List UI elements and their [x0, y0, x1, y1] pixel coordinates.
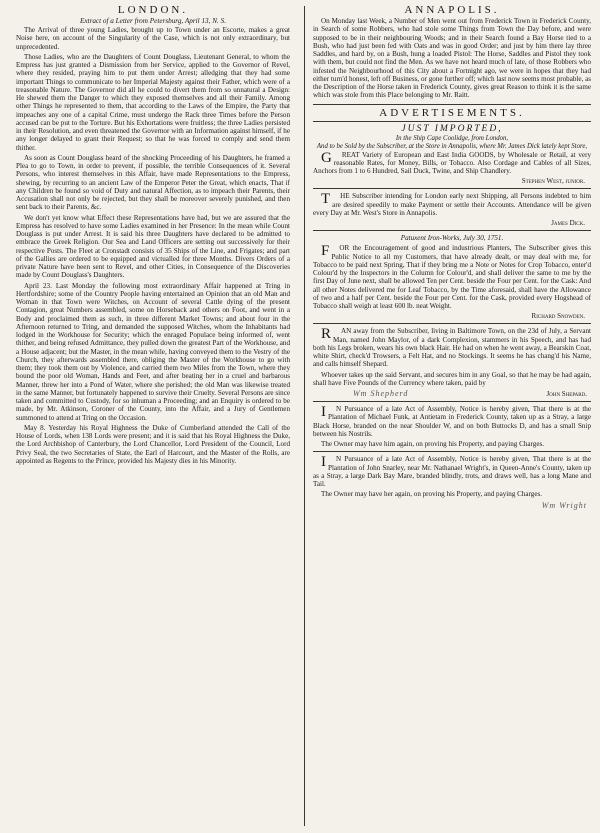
ad-body: Whoever takes up the said Servant, and secures him in any Goal, so that he may be had again, shall have Five Pounds of the Currency where taken, paid by: [313, 370, 591, 387]
ad-body: IN Pursuance of a late Act of Assembly, Notice is hereby given, That there is at the Plantation of Michael Funk, at Antietam in Frederick County, taken up as a Stray, a large Black Horse, branded on the near Shoulder W, and on both Buttocks D, and has a small Snip between his Nostrils.: [313, 404, 591, 438]
news-paragraph: As soon as Count Douglass heard of the shocking Proceeding of his Daughters, he framed a Plea to go to Town, in order to prevent, if possible, the terrible Consequences of it. Several Persons, who interest themselves in this Affair, have made Representations to the Empress, shewing, by recurring to an ancient Law of the Emperor Peter the Great, which enacts, That if any Children be found so void of Duty and natural Affection, as to impeach their Parents, their Accusation shall not only be rejected, but they shall be moreover severely punished, and then sent back to their Parents, &c.: [16, 153, 290, 212]
advertisements-heading: ADVERTISEMENTS.: [313, 104, 591, 122]
ad-subtitle: And to be Sold by the Subscriber, at the Store in Annapolis, where Mr. James Dick lately kept Store,: [316, 142, 588, 150]
ad-body: IN Pursuance of a late Act of Assembly, Notice is hereby given, That there is at the Plantation of John Snarley, near Mr. Nathanael Wright's, in Queen-Anne's County, taken up as a Stray, a large Dark Bay Mare, branded blindly, trots, and draws well, has a long Mane and Tail.: [313, 454, 591, 488]
ad-signature: Richard Snowden.: [531, 312, 585, 321]
ad-subtitle: In the Ship Cape Coolidge, from London,: [395, 134, 509, 142]
annapolis-news: On Monday last Week, a Number of Men went out from Frederick Town in Frederick County, in Search of some Robbers, who had stole some Things from Town the Day before, and were supposed to be in their neighbouring Woods; and in their Search found a Bay Horse tied to a Bush, who had just been fed with Oats and was in good Order; and just by him there lay three Saddles, and hard by, on a Bush, hung a loaded Pistol: The Horse, Saddles and Pistol they took with them, but could not find the Men. As we have not heard much of late, of those Robbers who infested the Neighbourhood of this City about a Fortnight ago, we were in hopes that they had either turn'd honest, left off Business, or gone further off; which last now seems most probable, as the Description of the Horse taken in Frederick County, gives great Reason to think it is the same which was stole from this Place belonging to Mr. Raitt.: [313, 17, 591, 100]
ad-separator: [313, 401, 591, 402]
left-column: [16, 2, 290, 467]
handwritten-signature: Wm Wright: [541, 500, 587, 510]
ad-signature: Stephen West, junior.: [521, 177, 585, 186]
ad-body: THE Subscriber intending for London early next Shipping, all Persons indebted to him are desired speedily to make Payment or settle their Accounts. Attendance will be given every Day at Mr. West's Store in Annapolis.: [313, 191, 591, 217]
ad-london-shipping: [313, 192, 591, 227]
news-paragraph: May 8. Yesterday his Royal Highness the Duke of Cumberland attended the Call of the House of Lords, when 138 Lords were present; and it is said that his Royal Highness the Duke, the Lord Archbishop of Canterbury, the Lord Chancellor, Lord President of the Council, Lord Privy Seal, the two Secretaries of State, the Earl of Harcourt, and the Master of the Rolls, are appointed as Regents to the Prince, provided his Majesty dies in his Minority.: [16, 423, 290, 465]
ad-stray-mare: [313, 455, 591, 509]
ad-stray-horse: [313, 405, 591, 448]
ad-heading: Patuxent Iron-Works, July 30, 1751.: [400, 234, 504, 242]
ad-body: The Owner may have her again, on proving his Property, and paying Charges.: [321, 490, 543, 499]
ad-body: The Owner may have him again, on proving his Property, and paying Charges.: [321, 440, 545, 448]
news-paragraph: April 23. Last Monday the following most extraordinary Affair happened at Tring in Hertfordshire; some of the Country People having entertained an Opinion that an old Man and Woman in that Town were Witches, on Account of several Cattle dying of the present Contagion, great Numbers assembled, some on Horseback and others on Foot, and went in a Body and proclaimed them as such, in three different Market Towns; and about four in the Afternoon returned to Tring, and demanded the supposed Witches, whom the Inhabitants had lodged in the Workhouse for Security; which the enraged Populace being informed of, went thither, and being refused Admittance, they pulled down the greatest Part of the Workhouse, and a House adjacent; but the Master, in the mean while, having conveyed them to the Vestry of the Church, they afterwards assembled there, obliging the Master of the Workhouse to go with them; they took them out by Violence, and carried them two Miles from the Town, where they bound the poor old Woman, Hands and Feet, and after beating her in a cruel and barbarous Manner, threw her into a Pond of Water, where she perished; the old Man was likewise treated in the same Manner, but fortunately happened to survive their Cruelty. Several Persons are since taken and committed to Custody, for so inhuman a Proceeding; and an Enquiry is ordered to be made, by Mr. Atkinson, Coroner of the County, into the Affair, and a Jury of Gentlemen summoned to attend at Tring on the Occasion.: [16, 281, 290, 422]
right-column: [313, 2, 591, 513]
london-heading: LONDON.: [117, 4, 189, 16]
ad-runaway: [313, 327, 591, 398]
annapolis-heading: ANNAPOLIS.: [404, 4, 500, 16]
ad-separator: [313, 451, 591, 452]
newspaper-page: [6, 2, 594, 830]
ad-separator: [313, 188, 591, 189]
ad-signature: James Dick.: [551, 219, 585, 227]
handwritten-signature: Wm Shepherd: [353, 389, 409, 398]
ad-signature: John Shepard.: [546, 390, 587, 398]
ad-body: RAN away from the Subscriber, living in Baltimore Town, on the 23d of July, a Servant Man, named John Maylor, of a dark Complexion, stammers in his Speech, and has had both his Legs broken, wears his own black Hair. He had on when he went away, a Bearskin Coat, white Shirt, check'd Trowsers, a Felt Hat, and no Stockings. It seems he has chang'd his Name, and calls himself Shepard.: [313, 326, 591, 369]
column-rule: [304, 6, 305, 826]
ad-title: JUST IMPORTED,: [401, 123, 503, 134]
ad-iron-works: [313, 234, 591, 320]
news-paragraph: The Arrival of three young Ladies, brought up to Town under an Escorte, makes a great Noise here, on account of the Singularity of the Case, which is not only extraordinary, but unprecedented.: [16, 26, 290, 51]
ad-body: GREAT Variety of European and East India GOODS, by Wholesale or Retail, at very reasonable Rates, for Money, Bills, or Tobacco. Also Cordage and Cables of all Sizes, Anchors from 1 to 6 Hundred, Sail Duck, Twine, and Ship Chandlery.: [313, 149, 591, 175]
ad-separator: [313, 323, 591, 324]
ad-body: FOR the Encouragement of good and industrious Planters, The Subscriber gives this Public Notice to all my Customers, that have already dealt, or may deal with me, for Tobacco to be paid next Spring, That if they bring me a Note or Notes for Crop Tobacco, enter'd Colour'd by the Inspectors in the Column for Colour'd, and shall deliver the same to me by the first Day of June next, shall be allowed Ten per Cent. beside the Four per Cent. for the Cask: And all other Notes delivered me for Leaf Tobacco, by the Time aforesaid, shall have the Allowance of two and a half per Cent. beside the Four per Cent. for the Cask, provided every Hogshead of Tobacco shall weigh at least 600 lb. neat Weight.: [313, 243, 591, 310]
petersburg-dateline: Extract of a Letter from Petersburg, April 13, N. S.: [79, 17, 227, 25]
news-paragraph: We don't yet know what Effect these Representations have had, but we are assured that the Empress has resolved to have some Ladies examined in her Presence: In the mean while Count Douglass is put under Arrest. It is said his three Daughters have declared to be admitted to embrace the Greek Religion. Our Sea and Land Officers are setting out successively for their respective Posts. The Fleet at Cronstadt consists of 35 Ships of the Line, and Frigates; and part of the Gallies are ordered to be equipped and victualled for three Months. Divers Orders of a private Nature have been sent to Revel, and other Cities, in Consequence of the Discoveries made by Count Douglass's Daughters.: [16, 213, 290, 280]
ad-separator: [313, 230, 591, 231]
news-paragraph: Those Ladies, who are the Daughters of Count Douglass, Lieutenant General, to whom the Empress has just granted a Dismission from her Service, applied to the Governor of Revel, where they resided, praying him to put them under Arrest; alledging that they had some important Things to communicate to her Imperial Majesty against their Father, which were of a treasonable Nature. The Governor did all he could to divert them from so unnatural a Design: He shewed them the Danger to which they exposed themselves and all their Family. Among other Things he represented to them, that according to the Laws of the Empire, the Party that impeaches any one of a capital Crime, must undergo the Rack three Times before the Person accused can be put to the Torture. But his Exhortations were fruitless; the three Ladies persisted in their Resolution, and even threatened the Governor with an Information against himself, if he any longer delayed to grant their Request; so that he was forced to comply and send them thither.: [16, 52, 290, 152]
ad-just-imported: [313, 124, 591, 186]
